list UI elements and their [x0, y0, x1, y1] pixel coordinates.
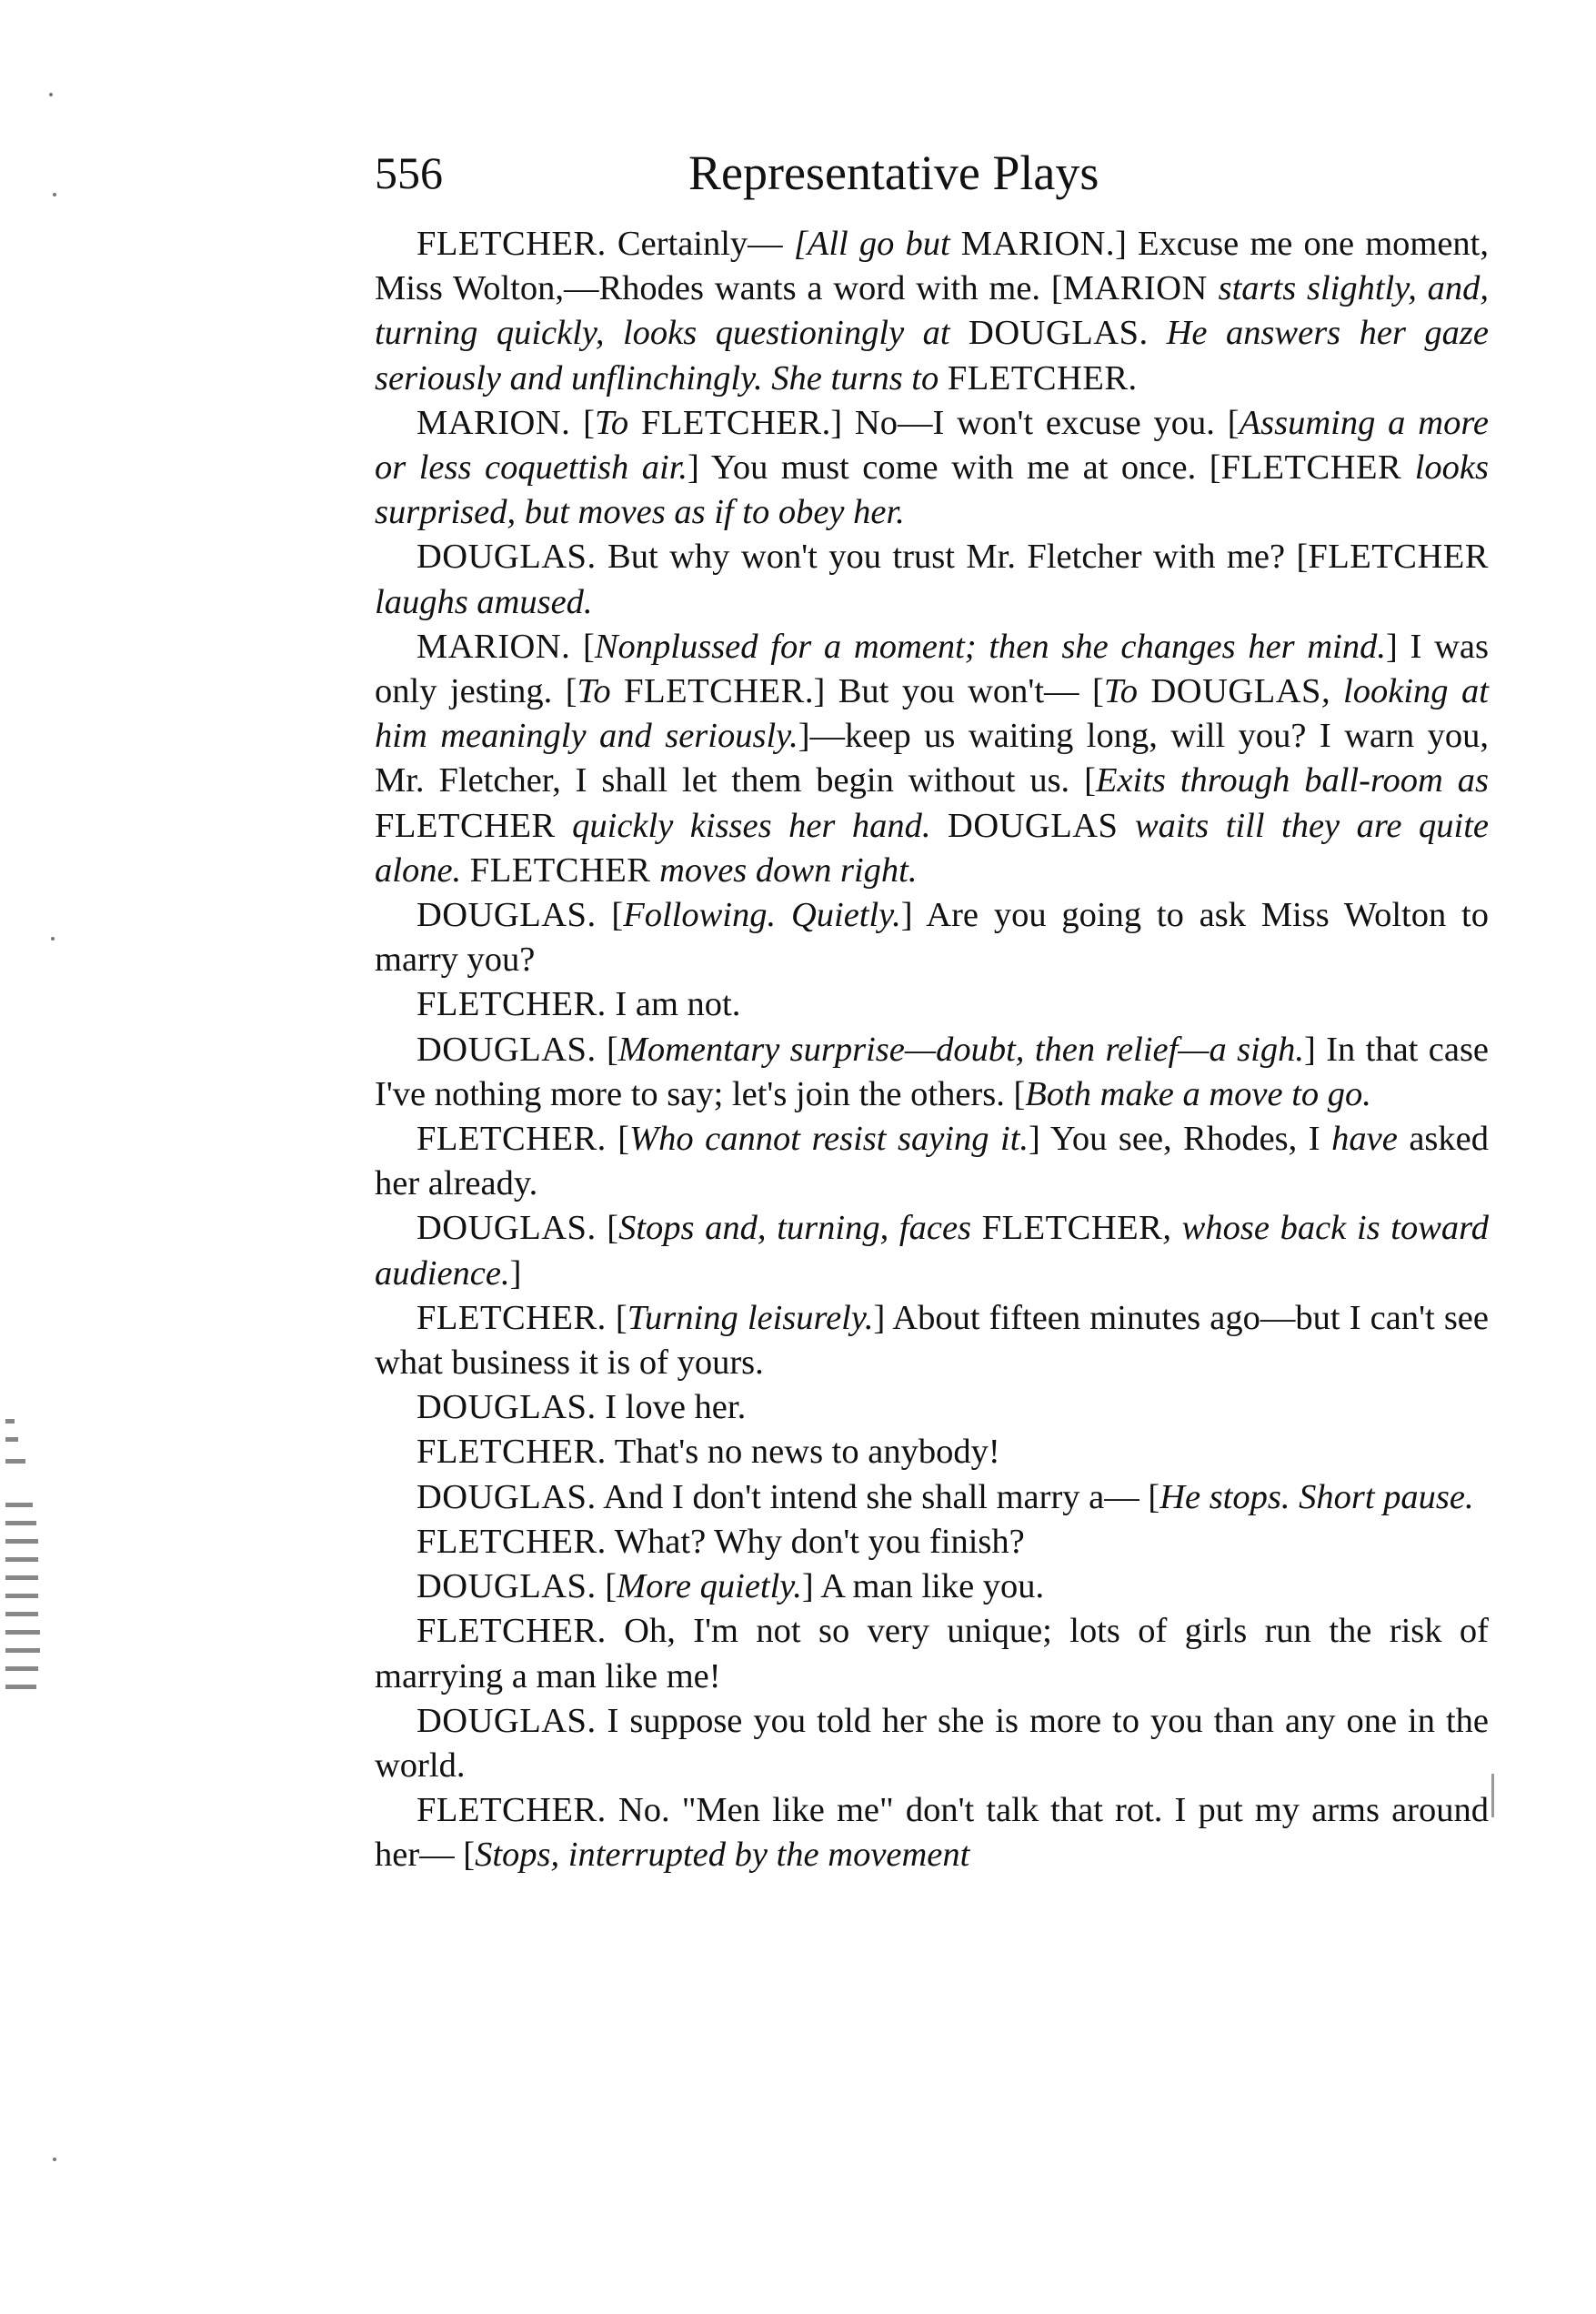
character-name: DOUGLAS: [969, 314, 1139, 353]
play-paragraph: [375, 625, 1489, 893]
speaker-name: FLETCHER.: [417, 1433, 607, 1472]
dialogue-text: asked her already.: [375, 1120, 1489, 1203]
stage-direction: Nonplussed for a moment; then she changes her mind.: [594, 627, 1386, 666]
play-text: [375, 222, 1489, 2168]
speaker-name: DOUGLAS.: [417, 1388, 597, 1427]
speaker-name: FLETCHER.: [417, 985, 607, 1024]
dialogue-text: I love her.: [596, 1388, 747, 1427]
dialogue-text: ] I was only jesting. [: [375, 627, 1489, 711]
stage-direction: Who cannot resist saying it.: [629, 1120, 1029, 1159]
character-name: FLETCHER: [640, 403, 822, 442]
dialogue-text: .] But you won't— [: [804, 672, 1104, 711]
stage-direction: starts slightly, and, turning quickly, looks questioningly at: [375, 269, 1489, 353]
play-paragraph: [375, 401, 1489, 536]
dialogue-text: Certainly—: [606, 225, 794, 263]
dialogue-text: [: [596, 1209, 619, 1248]
running-title: Representative Plays: [688, 146, 1099, 200]
page-number: 556: [375, 147, 443, 198]
character-name: MARION.: [960, 225, 1116, 263]
dialogue-text: .] No—I won't excuse you. [: [821, 403, 1240, 442]
stage-direction: To: [594, 403, 641, 442]
stage-direction: looks surprised, but moves as if to obey her.: [375, 448, 1489, 532]
dialogue-text: ] Are you going to ask Miss Wolton to marry you?: [375, 896, 1489, 980]
dialogue-text: ] In that case I've nothing more to say; let's join the others. [: [375, 1030, 1490, 1113]
speaker-name: DOUGLAS.: [417, 1567, 597, 1606]
speaker-name: FLETCHER.: [417, 1522, 607, 1561]
speaker-name: FLETCHER.: [417, 1298, 607, 1337]
dialogue-text: But why won't you trust Mr. Fletcher with me? [: [596, 538, 1309, 577]
character-name: DOUGLAS: [1150, 672, 1321, 711]
stage-direction: , whose back is toward audience.: [375, 1209, 1489, 1293]
stage-direction: waits till they are quite alone.: [375, 806, 1489, 890]
play-paragraph: [375, 222, 1489, 401]
dialogue-text: .: [1128, 358, 1138, 397]
play-paragraph: [375, 1296, 1489, 1385]
play-paragraph: [375, 1609, 1489, 1698]
stage-direction: Stops and, turning, faces: [618, 1209, 982, 1248]
speaker-name: DOUGLAS.: [417, 1030, 597, 1069]
dialogue-text: ] About fifteen minutes ago—but I can't see what business it is of yours.: [375, 1298, 1489, 1383]
stage-direction: Exits through ball-room as: [1095, 761, 1489, 800]
speaker-name: DOUGLAS.: [417, 1701, 597, 1740]
stage-direction: quickly kisses her hand.: [555, 806, 949, 845]
stage-direction: Both make a move to go.: [1025, 1074, 1371, 1113]
dialogue-text: ]—keep us waiting long, will you? I warn you, Mr. Fletcher, I shall let them begin without us. [: [375, 717, 1489, 800]
stage-direction: Stops, interrupted by the movement: [475, 1836, 970, 1875]
stage-direction: To: [577, 672, 625, 711]
stage-direction: Momentary surprise—doubt, then relief—a sigh.: [617, 1030, 1304, 1069]
character-name: FLETCHER: [1308, 538, 1489, 577]
stage-direction: , looking at him meaningly and seriously.: [375, 672, 1489, 756]
dialogue-text: [: [570, 403, 595, 442]
dialogue-text: ]: [509, 1253, 522, 1293]
dialogue-text: No. "Men like me" don't talk that rot. I put my arms around her— [: [375, 1791, 1489, 1875]
stage-direction: [All go but: [793, 225, 961, 263]
character-name: FLETCHER: [375, 806, 556, 845]
dialogue-text: ] You see, Rhodes, I: [1029, 1120, 1332, 1159]
play-paragraph: [375, 1385, 1489, 1430]
dialogue-text: [: [606, 1120, 630, 1159]
dialogue-text: I suppose you told her she is more to you than any one in the world.: [375, 1701, 1489, 1785]
character-name: FLETCHER: [469, 850, 651, 890]
dialogue-text: ] A man like you.: [801, 1567, 1045, 1606]
dialogue-text: [: [606, 1298, 627, 1337]
dialogue-text: What? Why don't you finish?: [606, 1522, 1025, 1561]
dialogue-text: That's no news to anybody!: [606, 1433, 1000, 1472]
play-paragraph: [375, 1699, 1489, 1788]
play-paragraph: [375, 535, 1489, 624]
character-name: FLETCHER: [624, 672, 805, 711]
play-paragraph: [375, 1028, 1489, 1117]
stage-direction: moves down right.: [650, 850, 918, 890]
page-header: [375, 136, 1489, 209]
speaker-name: FLETCHER.: [417, 1612, 607, 1651]
dialogue-text: Oh, I'm not so very unique; lots of girls run the risk of marrying a man like me!: [375, 1612, 1489, 1695]
play-paragraph: [375, 1475, 1489, 1520]
dialogue-text: [: [596, 1030, 618, 1069]
play-paragraph: [375, 1788, 1489, 1877]
play-paragraph: [375, 1206, 1489, 1295]
scan-dot: [53, 193, 56, 196]
character-name: FLETCHER: [981, 1209, 1163, 1248]
speaker-name: MARION.: [417, 403, 571, 442]
speaker-name: MARION.: [417, 627, 571, 666]
character-name: FLETCHER: [947, 358, 1129, 397]
scan-dot: [53, 2158, 56, 2161]
speaker-name: DOUGLAS.: [417, 1209, 597, 1248]
speaker-name: DOUGLAS.: [417, 538, 597, 577]
scan-dot: [49, 93, 53, 96]
stage-direction: Turning leisurely.: [627, 1298, 874, 1337]
speaker-name: FLETCHER.: [417, 225, 607, 263]
dialogue-text: And I don't intend she shall marry a— [: [596, 1477, 1160, 1516]
speaker-name: FLETCHER.: [417, 1791, 607, 1830]
play-paragraph: [375, 1117, 1489, 1206]
dialogue-text: .: [1139, 314, 1167, 353]
dialogue-text: [: [596, 1567, 617, 1606]
stage-direction: laughs amused.: [375, 582, 593, 621]
play-paragraph: [375, 1430, 1489, 1474]
dialogue-text: Excuse me one moment, Miss Wolton,—Rhodes wants a word with me.: [375, 225, 1489, 308]
dialogue-text: ]: [1115, 225, 1139, 263]
dialogue-text: ] You must come with me at once. [: [688, 448, 1221, 488]
dialogue-text: [: [596, 896, 624, 935]
character-name: DOUGLAS: [948, 806, 1119, 845]
stage-direction: Assuming a more or less coquettish air.: [375, 403, 1489, 488]
play-paragraph: [375, 982, 1489, 1027]
dialogue-text: I am not.: [606, 985, 741, 1024]
stage-direction: More quietly.: [617, 1567, 802, 1606]
stage-direction: To: [1103, 672, 1151, 711]
character-name: FLETCHER: [1220, 448, 1402, 488]
stage-direction: He stops. Short pause.: [1159, 1477, 1474, 1516]
play-paragraph: [375, 1520, 1489, 1564]
play-paragraph: [375, 1564, 1489, 1609]
speaker-name: DOUGLAS.: [417, 896, 597, 935]
speaker-name: FLETCHER.: [417, 1120, 607, 1159]
play-paragraph: [375, 893, 1489, 982]
scan-rule: [1491, 1774, 1494, 1817]
stage-direction: have: [1331, 1120, 1398, 1159]
speaker-name: DOUGLAS.: [417, 1477, 597, 1516]
dialogue-text: [: [570, 627, 595, 666]
stage-direction: Following. Quietly.: [623, 896, 901, 935]
dialogue-text: [: [1050, 269, 1063, 308]
scan-dot: [51, 937, 55, 941]
scan-bleed-marks: [0, 1419, 64, 1710]
stage-direction: He answers her gaze seriously and unflinchingly. She turns to: [375, 314, 1489, 397]
character-name: MARION: [1062, 269, 1208, 308]
